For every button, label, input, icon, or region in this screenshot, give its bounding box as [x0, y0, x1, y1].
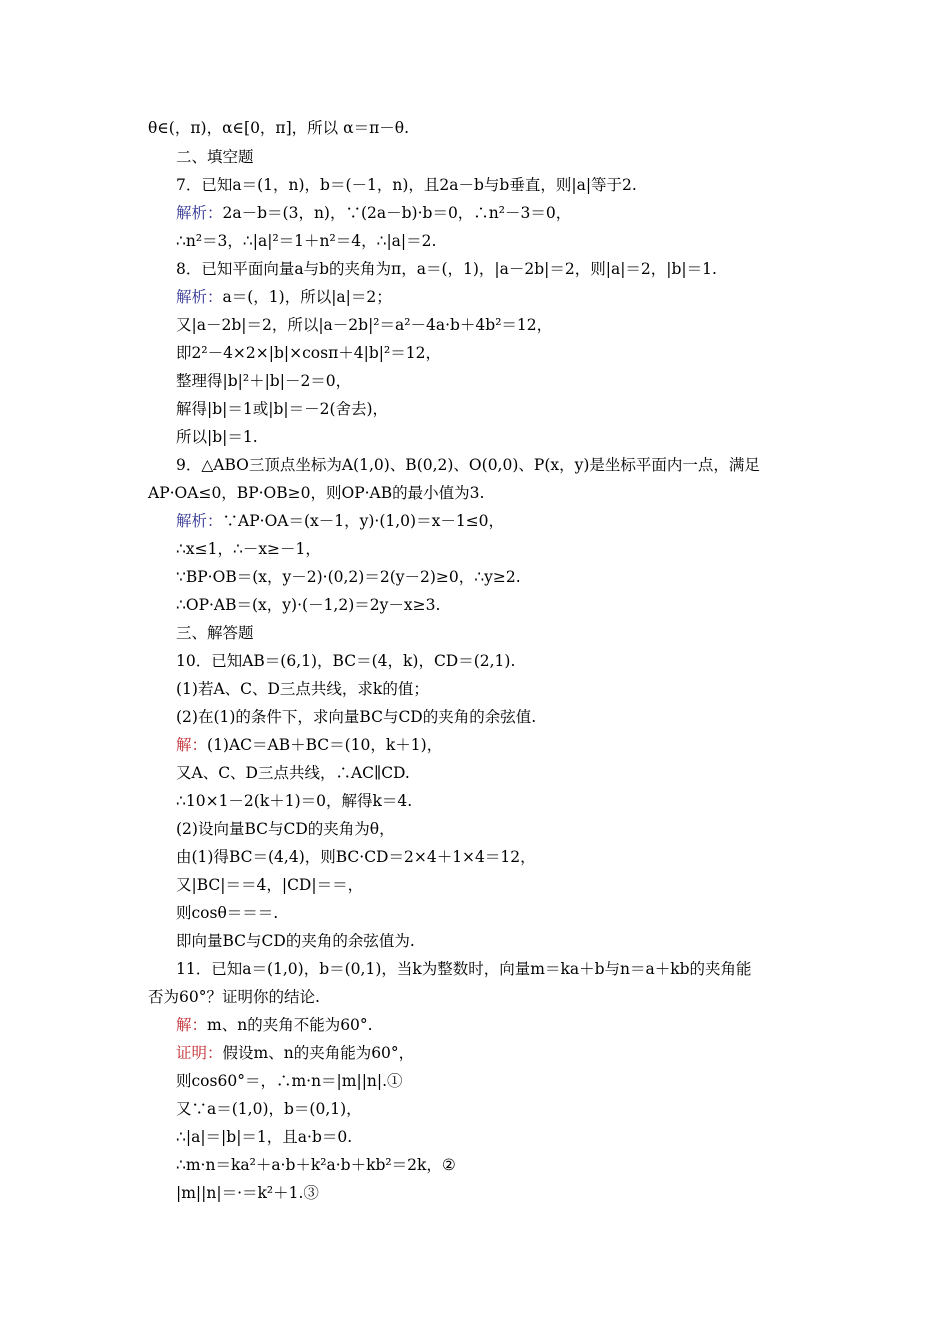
line-text: 由(1)得BC＝(4,4)，则BC·CD＝2×4＋1×4＝12，: [176, 848, 536, 866]
line-text: 即向量BC与CD的夹角的余弦值为.: [176, 932, 415, 950]
line-text: (1)AC＝AB＋BC＝(10，k＋1)，: [207, 736, 443, 754]
line-text: 即2²－4×2×|b|×cosπ＋4|b|²＝12，: [176, 344, 441, 362]
line-text: 整理得|b|²＋|b|－2＝0，: [176, 372, 352, 390]
text-line: [176, 147, 254, 167]
text-line: [148, 987, 320, 1007]
line-text: ∴OP·AB＝(x，y)·(－1,2)＝2y－x≥3.: [176, 596, 441, 614]
line-text: 否为60°？证明你的结论.: [148, 988, 320, 1006]
text-line: [176, 511, 504, 531]
text-line: [176, 679, 429, 699]
text-line: [176, 623, 254, 643]
solution-label: 解析：: [176, 512, 223, 530]
text-line: [176, 903, 278, 923]
text-line: [176, 427, 258, 447]
line-text: 11．已知a＝(1,0)，b＝(0,1)，当k为整数时，向量m＝ka＋b与n＝a＋kb的夹角能: [176, 960, 752, 978]
line-text: 假设m、n的夹角能为60°，: [222, 1044, 415, 1062]
line-text: 又|BC|＝＝4，|CD|＝＝，: [176, 876, 364, 894]
line-text: 又∵a＝(1,0)，b＝(0,1)，: [176, 1100, 362, 1118]
text-line: [176, 1155, 456, 1175]
line-text: 则cosθ＝＝＝.: [176, 904, 279, 922]
line-text: 8．已知平面向量a与b的夹角为π，a＝(，1)，|a－2b|＝2，则|a|＝2，|b|＝1.: [176, 260, 717, 278]
line-text: 则cos60°＝，∴m·n＝|m||n|.①: [176, 1072, 403, 1090]
text-line: [176, 735, 442, 755]
text-line: [176, 1071, 403, 1091]
text-line: [176, 791, 412, 811]
text-line: [176, 567, 521, 587]
text-line: [176, 1183, 319, 1203]
line-text: 7．已知a＝(1，n)，b＝(－1，n)，且2a－b与b垂直，则|a|等于2.: [176, 176, 637, 194]
text-line: [176, 287, 392, 307]
text-line: [176, 707, 536, 727]
line-text: AP·OA≤0，BP·OB≥0，则OP·AB的最小值为3.: [148, 484, 485, 502]
text-line: [176, 343, 441, 363]
line-text: 2a－b＝(3，n)，∵(2a－b)·b＝0，∴n²－3＝0，: [222, 204, 572, 222]
line-text: (2)在(1)的条件下，求向量BC与CD的夹角的余弦值.: [176, 708, 537, 726]
line-text: 三、解答题: [176, 624, 254, 642]
text-line: [176, 1127, 352, 1147]
text-line: [176, 875, 363, 895]
line-text: 又A、C、D三点共线，∴AC∥CD.: [176, 764, 410, 782]
line-text: ∴10×1－2(k＋1)＝0，解得k＝4.: [176, 792, 413, 810]
text-line: [176, 819, 395, 839]
line-text: a＝(，1)，所以|a|＝2；: [222, 288, 392, 306]
text-line: [176, 175, 637, 195]
line-text: ∴|a|＝|b|＝1，且a·b＝0.: [176, 1128, 353, 1146]
line-text: ∴x≤1，∴－x≥－1，: [176, 540, 321, 558]
solution-label: 解析：: [176, 204, 223, 222]
text-line: [176, 371, 351, 391]
line-text: 9．△ABO三顶点坐标为A(1,0)、B(0,2)、O(0,0)、P(x，y)是坐标平面内一点，满足: [176, 456, 760, 474]
line-text: ∴n²＝3，∴|a|²＝1＋n²＝4，∴|a|＝2.: [176, 232, 437, 250]
line-text: |m||n|＝·＝k²＋1.③: [176, 1184, 319, 1202]
text-line: [176, 651, 515, 671]
line-text: ∴m·n＝ka²＋a·b＋k²a·b＋kb²＝2k，②: [176, 1156, 456, 1174]
solution-label: 解：: [176, 1016, 208, 1034]
text-line: [176, 959, 752, 979]
line-text: 又|a－2b|＝2，所以|a－2b|²＝a²－4a·b＋4b²＝12，: [176, 316, 553, 334]
solution-label: 证明：: [176, 1044, 223, 1062]
line-text: 解得|b|＝1或|b|＝－2(舍去)，: [176, 400, 389, 418]
text-line: [176, 1099, 362, 1119]
line-text: (1)若A、C、D三点共线，求k的值；: [176, 680, 429, 698]
line-text: 所以|b|＝1.: [176, 428, 258, 446]
line-text: 10．已知AB＝(6,1)，BC＝(4，k)，CD＝(2,1).: [176, 652, 516, 670]
text-line: [176, 203, 571, 223]
text-line: [148, 118, 409, 138]
solution-label: 解：: [176, 736, 208, 754]
text-line: [176, 763, 410, 783]
text-line: [176, 455, 760, 475]
text-line: [176, 1043, 414, 1063]
text-line: [176, 315, 552, 335]
text-line: [176, 539, 321, 559]
text-line: [176, 1015, 373, 1035]
text-line: [176, 259, 717, 279]
line-text: ∵BP·OB＝(x，y－2)·(0,2)＝2(y－2)≥0，∴y≥2.: [176, 568, 521, 586]
text-line: [176, 931, 415, 951]
solution-label: 解析：: [176, 288, 223, 306]
text-line: [148, 483, 484, 503]
text-line: [176, 595, 440, 615]
line-text: θ∈(，π)，α∈[0，π]，所以 α＝π－θ.: [148, 119, 410, 137]
line-text: (2)设向量BC与CD的夹角为θ，: [176, 820, 395, 838]
line-text: ∵AP·OA＝(x－1，y)·(1,0)＝x－1≤0，: [222, 512, 505, 530]
text-line: [176, 847, 536, 867]
line-text: 二、填空题: [176, 148, 254, 166]
text-line: [176, 231, 436, 251]
text-line: [176, 399, 388, 419]
line-text: m、n的夹角不能为60°.: [207, 1016, 373, 1034]
